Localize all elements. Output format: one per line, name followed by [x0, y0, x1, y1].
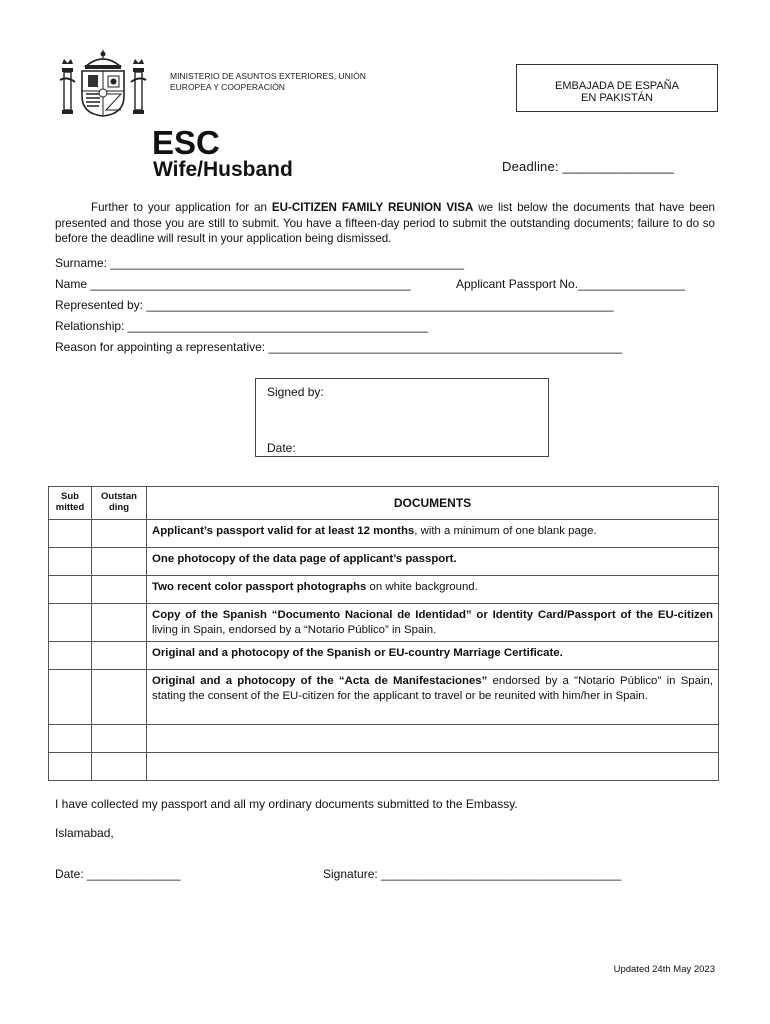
intro-after: we list below the documents that have been presented and those you are still to submit. You have a fifteen-day period to submit the outstanding documents; failure to do so before the deadline will result in your application being dismissed. — [55, 201, 715, 245]
signed-by-label: Signed by: — [267, 385, 324, 399]
document-item — [147, 548, 719, 576]
spain-coat-of-arms-icon — [58, 50, 148, 118]
document-item — [147, 604, 719, 642]
outstanding-header — [92, 487, 147, 520]
table-row — [49, 604, 719, 642]
document-item — [147, 576, 719, 604]
document-item-rest: living in Spain, endorsed by a “Notario Público” in Spain. — [152, 624, 437, 636]
table-row — [49, 753, 719, 781]
document-item — [147, 642, 719, 670]
table-row — [49, 670, 719, 725]
outstanding-checkbox[interactable] — [92, 604, 147, 642]
outstanding-header-line-1: Outstan — [101, 491, 137, 502]
document-item-bold: Original and a photocopy of the Spanish or EU-country Marriage Certificate. — [152, 647, 563, 659]
table-row — [49, 576, 719, 604]
signature-box — [255, 378, 549, 457]
outstanding-checkbox[interactable] — [92, 725, 147, 753]
outstanding-checkbox[interactable] — [92, 548, 147, 576]
intro-paragraph — [55, 200, 715, 247]
document-item — [147, 520, 719, 548]
outstanding-checkbox[interactable] — [92, 670, 147, 725]
submitted-checkbox[interactable] — [49, 753, 92, 781]
empty-document-cell — [147, 725, 719, 753]
signature-field: Signature: ____________________________________ — [323, 867, 622, 881]
ministry-name — [170, 71, 410, 93]
document-item-bold: Original and a photocopy of the “Acta de Manifestaciones” — [152, 675, 488, 687]
table-row — [49, 725, 719, 753]
documents-table — [48, 486, 719, 781]
outstanding-checkbox[interactable] — [92, 642, 147, 670]
embassy-line-1: EMBAJADA DE ESPAÑA — [555, 80, 679, 92]
document-item-bold: Copy of the Spanish “Documento Nacional de Identidad” or Identity Card/Passport of the EU-citizen — [152, 609, 713, 621]
collected-statement: I have collected my passport and all my ordinary documents submitted to the Embassy. — [55, 797, 518, 811]
embassy-box — [516, 64, 718, 112]
submitted-header — [49, 487, 92, 520]
document-item-bold: Two recent color passport photographs — [152, 581, 367, 593]
submitted-header-line-2: mitted — [55, 502, 85, 513]
submitted-checkbox[interactable] — [49, 520, 92, 548]
documents-header: DOCUMENTS — [147, 487, 719, 520]
form-title: ESC — [152, 124, 220, 161]
footer-date-field: Date: ______________ — [55, 867, 181, 881]
submitted-checkbox[interactable] — [49, 670, 92, 725]
table-row — [49, 520, 719, 548]
passport-number-field: Applicant Passport No.________________ — [456, 277, 685, 291]
reason-field: Reason for appointing a representative: _____________________________________________________ — [55, 340, 623, 354]
document-item-bold: Applicant’s passport valid for at least 12 months — [152, 525, 415, 537]
embassy-line-2: EN PAKISTÁN — [581, 92, 653, 104]
outstanding-checkbox[interactable] — [92, 576, 147, 604]
submitted-checkbox[interactable] — [49, 576, 92, 604]
document-item-bold: One photocopy of the data page of applicant’s passport. — [152, 553, 457, 565]
intro-before: Further to your application for an — [91, 201, 272, 214]
outstanding-checkbox[interactable] — [92, 520, 147, 548]
represented-by-field: Represented by: ______________________________________________________________________ — [55, 298, 614, 312]
table-row — [49, 642, 719, 670]
relationship-field: Relationship: _____________________________________________ — [55, 319, 429, 333]
empty-document-cell — [147, 753, 719, 781]
submitted-checkbox[interactable] — [49, 548, 92, 576]
signbox-date-label: Date: — [267, 441, 296, 455]
document-item — [147, 670, 719, 725]
visa-type: EU-CITIZEN FAMILY REUNION VISA — [271, 201, 474, 214]
submitted-checkbox[interactable] — [49, 642, 92, 670]
document-item-rest: on white background. — [366, 581, 478, 593]
document-item-rest: endorsed by a "Notario Público" in Spain, stating the consent of the EU-citizen for the applicant to travel or be reunited with him/her in Spain. — [152, 675, 713, 702]
updated-note: Updated 24th May 2023 — [613, 964, 715, 975]
document-item-rest: , with a minimum of one blank page. — [414, 525, 597, 537]
table-row — [49, 548, 719, 576]
table-header-row — [49, 487, 719, 520]
submitted-header-line-1: Sub — [61, 491, 79, 502]
place-label: Islamabad, — [55, 826, 114, 840]
ministry-line-1: MINISTERIO DE ASUNTOS EXTERIORES, UNIÓN — [170, 71, 366, 81]
form-subtitle: Wife/Husband — [153, 158, 293, 181]
submitted-checkbox[interactable] — [49, 725, 92, 753]
outstanding-checkbox[interactable] — [92, 753, 147, 781]
surname-field: Surname: _____________________________________________________ — [55, 256, 465, 270]
submitted-checkbox[interactable] — [49, 604, 92, 642]
outstanding-header-line-2: ding — [108, 502, 130, 513]
ministry-line-2: EUROPEA Y COOPERACIÓN — [170, 82, 285, 92]
deadline-field: Deadline: _______________ — [502, 159, 674, 174]
name-field: Name ________________________________________________ — [55, 277, 411, 291]
